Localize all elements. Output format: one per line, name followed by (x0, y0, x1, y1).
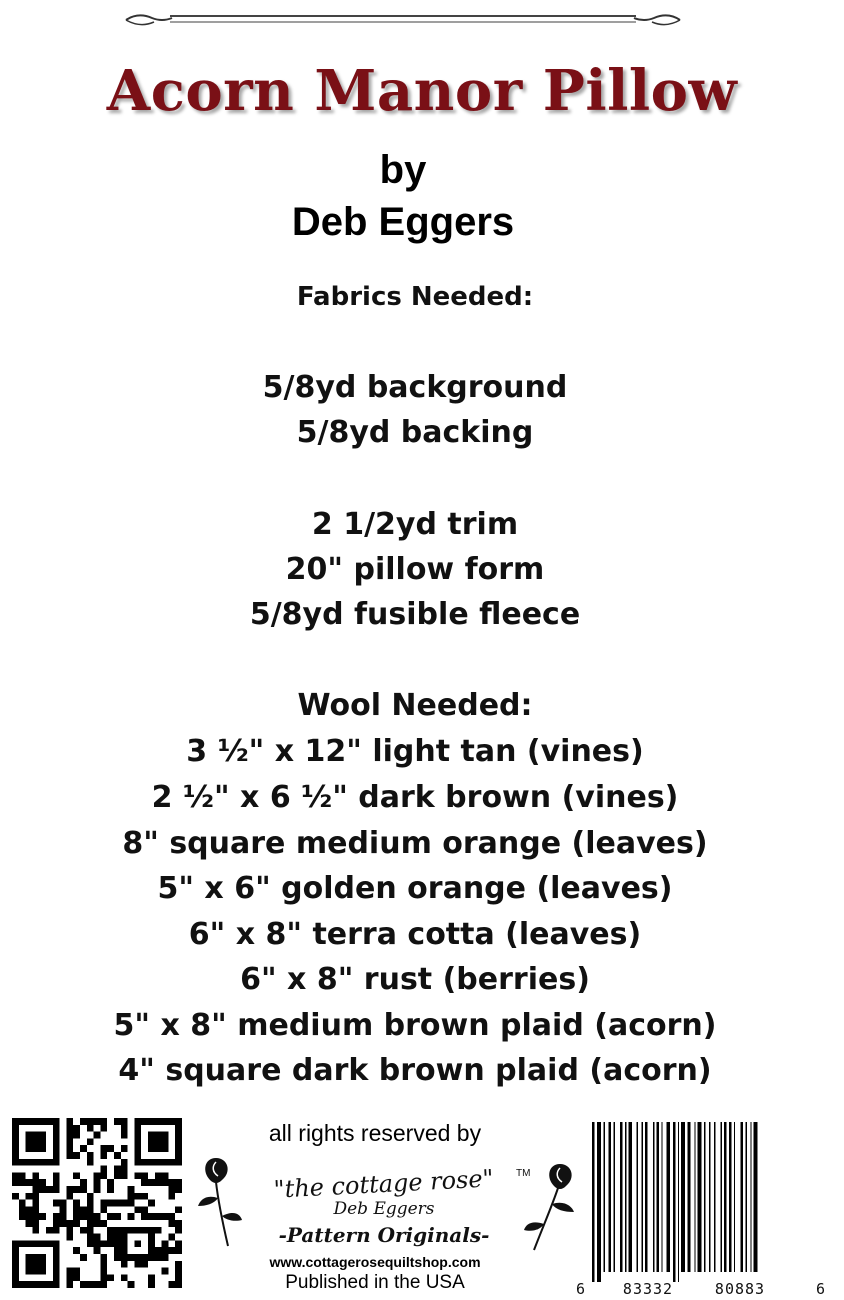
rose-icon (524, 1164, 574, 1250)
wool-item: 4" square dark brown plaid (acorn) (118, 1053, 712, 1088)
barcode-digit-left: 6 (576, 1280, 586, 1298)
barcode-bar (637, 1122, 638, 1272)
fabrics-heading: Fabrics Needed: (296, 282, 534, 312)
barcode-bar (724, 1122, 727, 1272)
barcode-bar (613, 1122, 614, 1272)
fabric-item: 5/8yd backing (296, 415, 534, 450)
barcode-bar (653, 1122, 654, 1272)
barcode-bar (698, 1122, 702, 1272)
barcode-bar (678, 1122, 679, 1282)
wool-item: 2 ½" x 6 ½" dark brown (vines) (151, 780, 679, 815)
fabric-item: 5/8yd fusible fleece (249, 597, 581, 632)
trademark-mark: TM (516, 1168, 531, 1179)
wool-item: 3 ½" x 12" light tan (vines) (186, 734, 644, 769)
barcode-bar (688, 1122, 691, 1272)
by-label: by (379, 148, 427, 192)
rose-icon (198, 1158, 242, 1246)
barcode-bar (597, 1122, 601, 1282)
barcode-bar (642, 1122, 643, 1272)
barcode-digits-group1: 83332 (622, 1280, 674, 1298)
barcode-bar (694, 1122, 695, 1272)
ornament-divider-icon (118, 8, 688, 32)
fabric-item: 5/8yd background (262, 370, 568, 405)
pattern-title: Acorn Manor Pillow (106, 58, 738, 124)
barcode-bar (620, 1122, 623, 1272)
wool-item: 6" x 8" terra cotta (leaves) (188, 917, 642, 952)
fabric-item: 20" pillow form (285, 552, 545, 587)
barcode-bar (628, 1122, 632, 1272)
brand-author: Deb Eggers (333, 1199, 435, 1219)
website-url: www.cottagerosequiltshop.com (269, 1254, 481, 1270)
barcode-bar (721, 1122, 722, 1272)
barcode-bar (661, 1122, 662, 1272)
wool-item: 6" x 8" rust (berries) (240, 962, 590, 997)
barcode-bar (745, 1122, 746, 1272)
fabric-item: 2 1/2yd trim (311, 507, 519, 542)
barcode-bar (604, 1122, 605, 1272)
barcode-bar (592, 1122, 595, 1282)
wool-item: 8" square medium orange (leaves) (122, 826, 708, 861)
barcode-bar (673, 1122, 676, 1282)
barcode-bar (750, 1122, 751, 1272)
barcode-digits-group2: 80883 (714, 1280, 766, 1298)
barcode-bar (741, 1122, 744, 1272)
brand-name: "the cottage rose" (272, 1164, 495, 1204)
barcode-bar (656, 1122, 659, 1272)
barcode-bar (754, 1122, 758, 1272)
barcode-bar (609, 1122, 612, 1272)
qr-code-icon (12, 1118, 182, 1288)
published-text: Published in the USA (285, 1272, 465, 1293)
barcode-bar (729, 1122, 732, 1272)
barcode-bar (681, 1122, 685, 1272)
author-name: Deb Eggers (291, 200, 515, 244)
wool-item: 5" x 8" medium brown plaid (acorn) (113, 1008, 717, 1043)
wool-heading: Wool Needed: (297, 688, 533, 723)
brand-line: -Pattern Originals- (278, 1223, 490, 1247)
wool-item: 5" x 6" golden orange (leaves) (157, 871, 673, 906)
rights-text: all rights reserved by (268, 1120, 482, 1146)
barcode-bar (666, 1122, 670, 1272)
barcode-bar (709, 1122, 710, 1272)
barcode-bar (704, 1122, 705, 1272)
barcode-bar (734, 1122, 735, 1272)
barcode-icon (570, 1118, 832, 1298)
barcode-bar (714, 1122, 715, 1272)
barcode-bar (645, 1122, 648, 1272)
barcode-bar (625, 1122, 626, 1272)
barcode-digit-right: 6 (816, 1280, 826, 1298)
cottage-rose-logo (188, 1150, 580, 1256)
